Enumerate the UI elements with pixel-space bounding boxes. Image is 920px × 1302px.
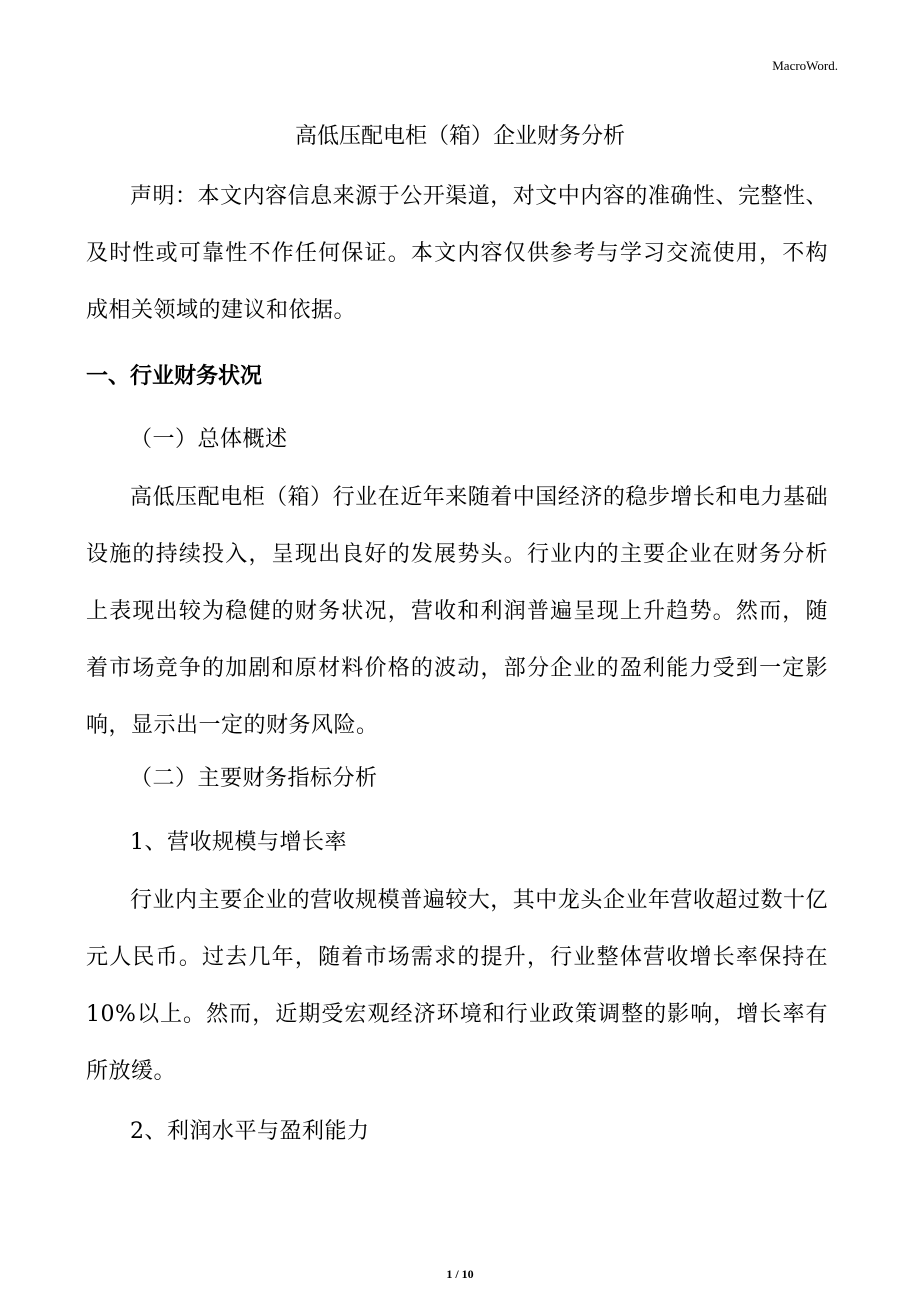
subsection-heading-overview: （一）总体概述 — [130, 427, 288, 452]
overview-paragraph: 高低压配电柜（箱）行业在近年来随着中国经济的稳步增长和电力基础设施的持续投入，呈现出良好的发展势头。行业内的主要企业在财务分析上表现出较为稳健的财务状况，营收和利润普遍呈现上升趋势。然而，随着市场竞争的加剧和原材料价格的波动，部分企业的盈利能力受到一定影响，显示出一定的财务风险。 — [86, 485, 828, 738]
document-title: 高低压配电柜（箱）企业财务分析 — [294, 124, 625, 149]
section-heading-industry-finance: 一、行业财务状况 — [86, 364, 263, 389]
subsection-heading-financial-indicators: （二）主要财务指标分析 — [130, 766, 378, 791]
item-heading-profit-level: 2、利润水平与盈利能力 — [130, 1119, 370, 1144]
page-number: 1 / 10 — [446, 1267, 474, 1281]
item-heading-revenue-growth: 1、营收规模与增长率 — [130, 830, 347, 855]
header-brand: MacroWord. — [772, 58, 838, 73]
revenue-growth-paragraph: 行业内主要企业的营收规模普遍较大，其中龙头企业年营收超过数十亿元人民币。过去几年，随着市场需求的提升，行业整体营收增长率保持在 10%以上。然而，近期受宏观经济环境和行业政策调整的影响，增长率有所放缓。 — [86, 888, 828, 1084]
disclaimer-paragraph: 声明：本文内容信息来源于公开渠道，对文中内容的准确性、完整性、及时性或可靠性不作任何保证。本文内容仅供参考与学习交流使用，不构成相关领域的建议和依据。 — [86, 184, 828, 323]
